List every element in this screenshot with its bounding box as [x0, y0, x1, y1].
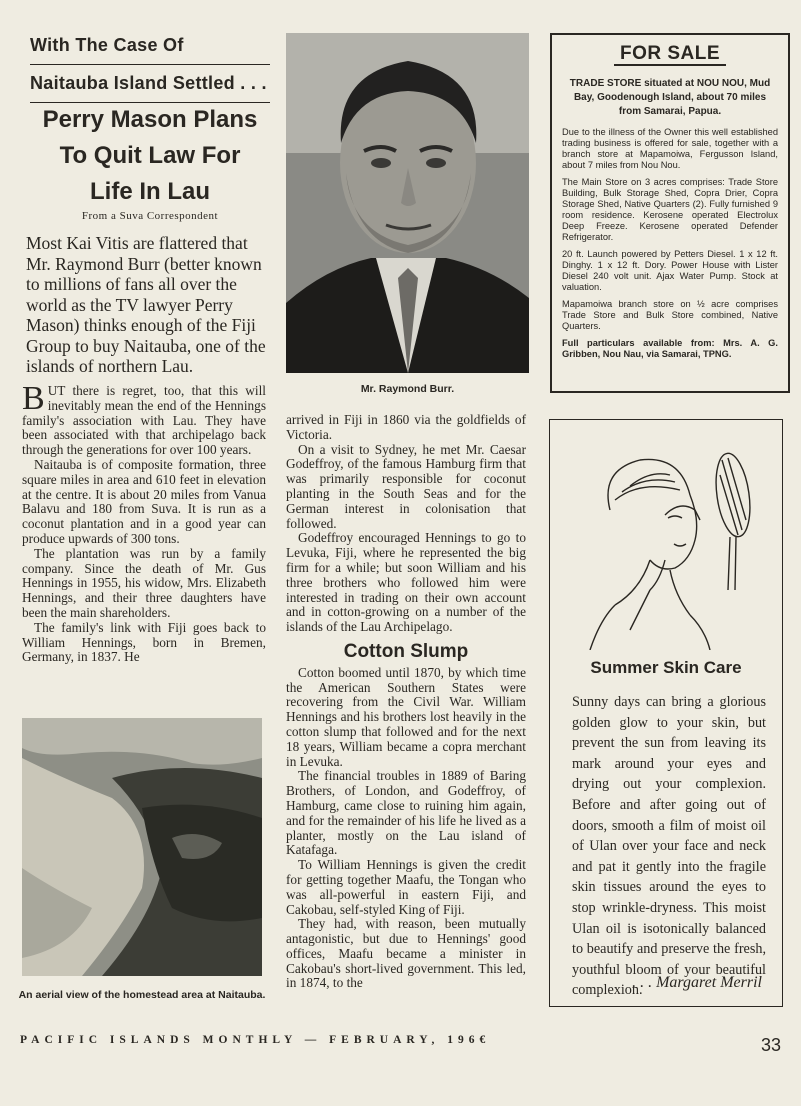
- for-sale-title: [562, 43, 778, 65]
- for-sale-title-text: FOR SALE: [614, 43, 726, 66]
- drop-cap: B: [22, 380, 45, 417]
- col1-paragraph-3: The plantation was run by a family company. Since the death of Mr. Gus Hennings in 1955, his widow, Mrs. Elizabeth Hennings, and their three daughters have been the main shareholders.: [22, 545, 266, 620]
- col2-paragraph-3: Godeffroy encouraged Hennings to go to Levuka, Fiji, where he represented the big firm for a while; but soon William and his three brothers who followed him were interested in trading on their own account and in cotton-growing on a number of the islands of the Lau Archipelago.: [286, 530, 526, 635]
- page-number: 33: [760, 1035, 781, 1055]
- col2-paragraph-2: On a visit to Sydney, he met Mr. Caesar Godeffroy, of the famous Hamburg firm that was primarily responsible for coconut planting in the South Seas and for the German interest in colonisation that followed.: [286, 441, 526, 531]
- skin-care-title: Summer Skin Care: [590, 658, 742, 677]
- portrait-caption: Mr. Raymond Burr.: [360, 383, 455, 395]
- skin-care-signature: . . . Margaret Merril: [632, 974, 762, 991]
- article-column-2: [286, 413, 526, 991]
- for-sale-subtitle: TRADE STORE situated at NOU NOU, Mud Bay, Goodenough Island, about 70 miles from Samarai, Papua.: [569, 78, 771, 117]
- kicker-rule: [30, 64, 270, 65]
- aerial-photo: [22, 718, 262, 976]
- for-sale-ad: [550, 33, 790, 393]
- headline-line-3: Life In Lau: [90, 178, 210, 205]
- for-sale-paragraph-1: Due to the illness of the Owner this well established trading business is offered for sale, together with a branch store at Mapamoiwa, Fergusson Island, about 7 miles from Nou Nou.: [562, 127, 778, 170]
- lead-paragraph: Most Kai Vitis are flattered that Mr. Raymond Burr (better known to millions of fans all over the world as the TV lawyer Perry Mason) thinks enough of the Fiji Group to buy Naitauba, one of the islands of northern Lau.: [26, 233, 266, 376]
- col2-paragraph-7: They had, with reason, been mutually antagonistic, but due to Hennings' good offices, Maafu became a minister in Cakobau's short-lived government. This led, in 1874, to the: [286, 916, 526, 991]
- aerial-caption: An aerial view of the homestead area at Naitauba.: [18, 989, 266, 1001]
- col2-paragraph-4: Cotton boomed until 1870, by which time the American Southern States were recovering from the Civil War. William Hennings and his brothers lost heavily in the cotton slump that followed and for the next 18 years, William became a copra merchant in Levuka.: [286, 664, 526, 769]
- col1-paragraph-1: [22, 380, 266, 458]
- col1-paragraph-1-text: UT there is regret, too, that this will inevitably mean the end of the Hennings family's association with Lau. They have been associated with that archipelago back through the generations for over 100 years.: [22, 383, 266, 458]
- col1-paragraph-2: Naitauba is of composite formation, three square miles in area and 610 feet in elevation at the centre. It is about 20 miles from Vanua Balavu and 180 from Suva. It is run as a coconut plantation and in a good year can produce upwards of 300 tons.: [22, 456, 266, 546]
- woman-with-mirror-illustration: [570, 440, 770, 650]
- for-sale-paragraph-2: The Main Store on 3 acres comprises: Trade Store Building, Bulk Storage Shed, Copra Drier, Copra Storage Shed, Native Quarters (2). Fully furnished 9 room residence. Kerosene operated Electrolux Deep Freeze. Kerosene operated Defender Refrigerator.: [562, 177, 778, 242]
- headline-line-2: To Quit Law For: [59, 142, 241, 169]
- for-sale-paragraph-4: Mapamoiwa branch store on ½ acre comprises Trade Store and Bulk Store combined, Native Quarters.: [562, 299, 778, 331]
- kicker-line-1: With The Case Of: [30, 35, 184, 55]
- headline: [30, 102, 270, 210]
- for-sale-contact: Full particulars available from: Mrs. A. G. Gribben, Nou Nau, via Samarai, TPNG.: [562, 338, 778, 359]
- byline: From a Suva Correspondent: [81, 210, 219, 222]
- skin-care-body: Sunny days can bring a glorious golden glow to your skin, but prevent the sun from leaving its mark around your eyes and drying out your complexion. Before and after going out of doors, smooth a film of moist oil of Ulan over your face and neck and pat it gently into the fragile skin tissues around the eyes to stop wrinkle-dryness. This moist Ulan oil is isotonically balanced to beautify and preserve the fresh, youthful bloom of your beautiful complexion.: [572, 694, 766, 999]
- col2-paragraph-6: To William Hennings is given the credit for getting together Maafu, the Tongan who was all-powerful in eastern Fiji, and Cakobau, self-styled King of Fiji.: [286, 857, 526, 917]
- portrait-photo: [286, 33, 529, 373]
- aerial-photo-image: [22, 718, 262, 976]
- footer-publication: PACIFIC ISLANDS MONTHLY — FEBRUARY, 196€: [20, 1034, 491, 1046]
- col2-paragraph-1: arrived in Fiji in 1860 via the goldfields of Victoria.: [286, 412, 526, 442]
- col1-paragraph-4: The family's link with Fiji goes back to William Hennings, born in Bremen, Germany, in 1837. He: [22, 619, 266, 665]
- portrait-photo-image: [286, 33, 529, 373]
- kicker: [30, 30, 270, 106]
- headline-line-1: Perry Mason Plans: [42, 106, 258, 133]
- skin-care-ad: [549, 419, 783, 1007]
- for-sale-paragraph-3: 20 ft. Launch powered by Petters Diesel. 1 x 12 ft. Dinghy. 1 x 12 ft. Dory. Power House with Lister Diesel 240 volt unit. Ajax Water Pump. Stock at valuation.: [562, 249, 778, 292]
- subheading-cotton-slump: Cotton Slump: [343, 640, 469, 662]
- article-column-1: [22, 380, 266, 665]
- col2-paragraph-5: The financial troubles in 1889 of Baring Brothers, of London, and Godeffroy, of Hamburg, came close to ruining him again, and for the remainder of his life he lived as a planter, mostly on the Lau island of Katafaga.: [286, 768, 526, 858]
- kicker-line-2: Naitauba Island Settled . . .: [30, 73, 267, 93]
